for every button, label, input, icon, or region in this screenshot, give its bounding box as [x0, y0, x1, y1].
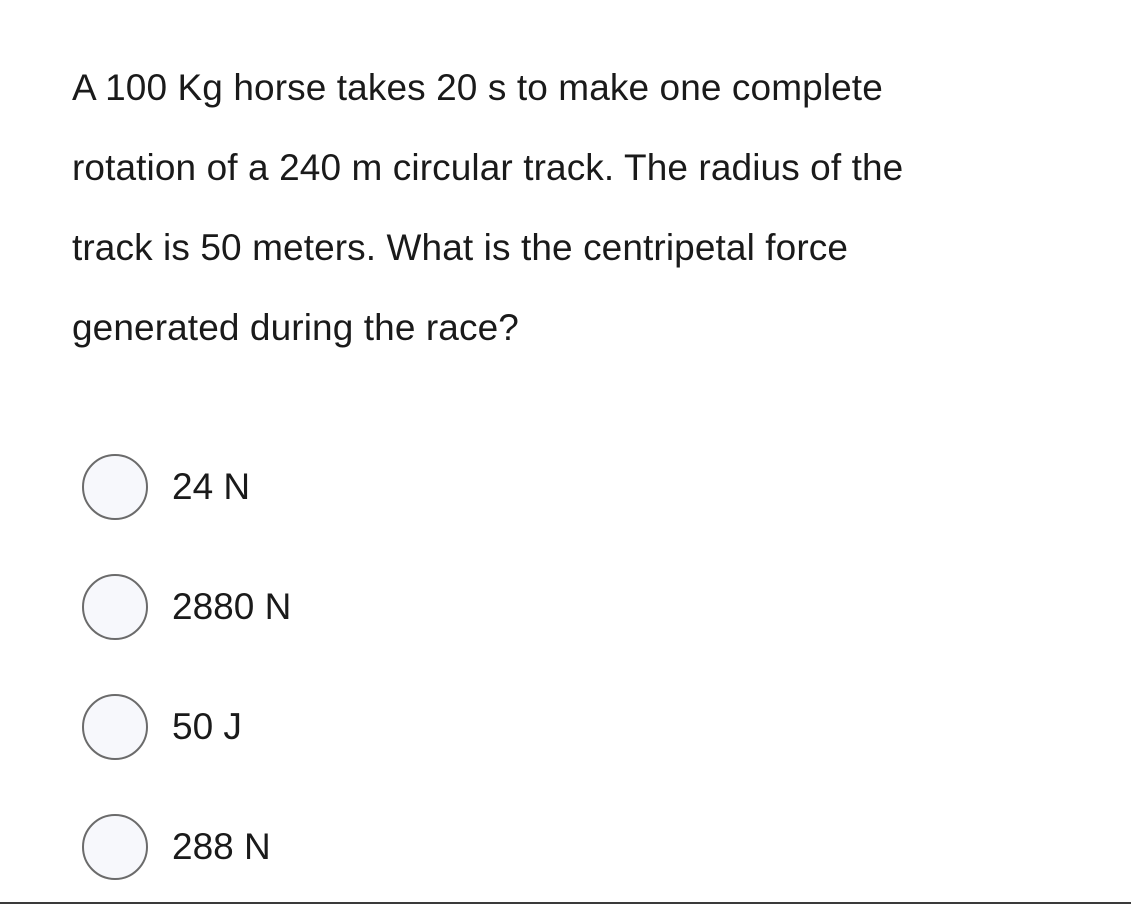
answer-option-2[interactable] — [82, 574, 291, 640]
answer-option-3[interactable] — [82, 694, 242, 760]
question-text — [72, 48, 1112, 368]
question-line: track is 50 meters. What is the centripetal force — [72, 227, 849, 268]
question-line: generated during the race? — [72, 307, 519, 348]
radio-button-icon[interactable] — [82, 454, 148, 520]
answer-option-label[interactable]: 50 J — [172, 706, 242, 747]
radio-button-icon[interactable] — [82, 574, 148, 640]
answer-option-label[interactable]: 24 N — [172, 466, 251, 507]
answer-option-1[interactable] — [82, 454, 250, 520]
answer-option-label[interactable]: 2880 N — [172, 586, 292, 627]
radio-button-icon[interactable] — [82, 694, 148, 760]
answer-option-4[interactable] — [82, 814, 271, 880]
question-line: rotation of a 240 m circular track. The radius of the — [72, 147, 904, 188]
answer-option-label[interactable]: 288 N — [172, 826, 271, 867]
radio-button-icon[interactable] — [82, 814, 148, 880]
question-line: A 100 Kg horse takes 20 s to make one complete — [72, 67, 883, 108]
